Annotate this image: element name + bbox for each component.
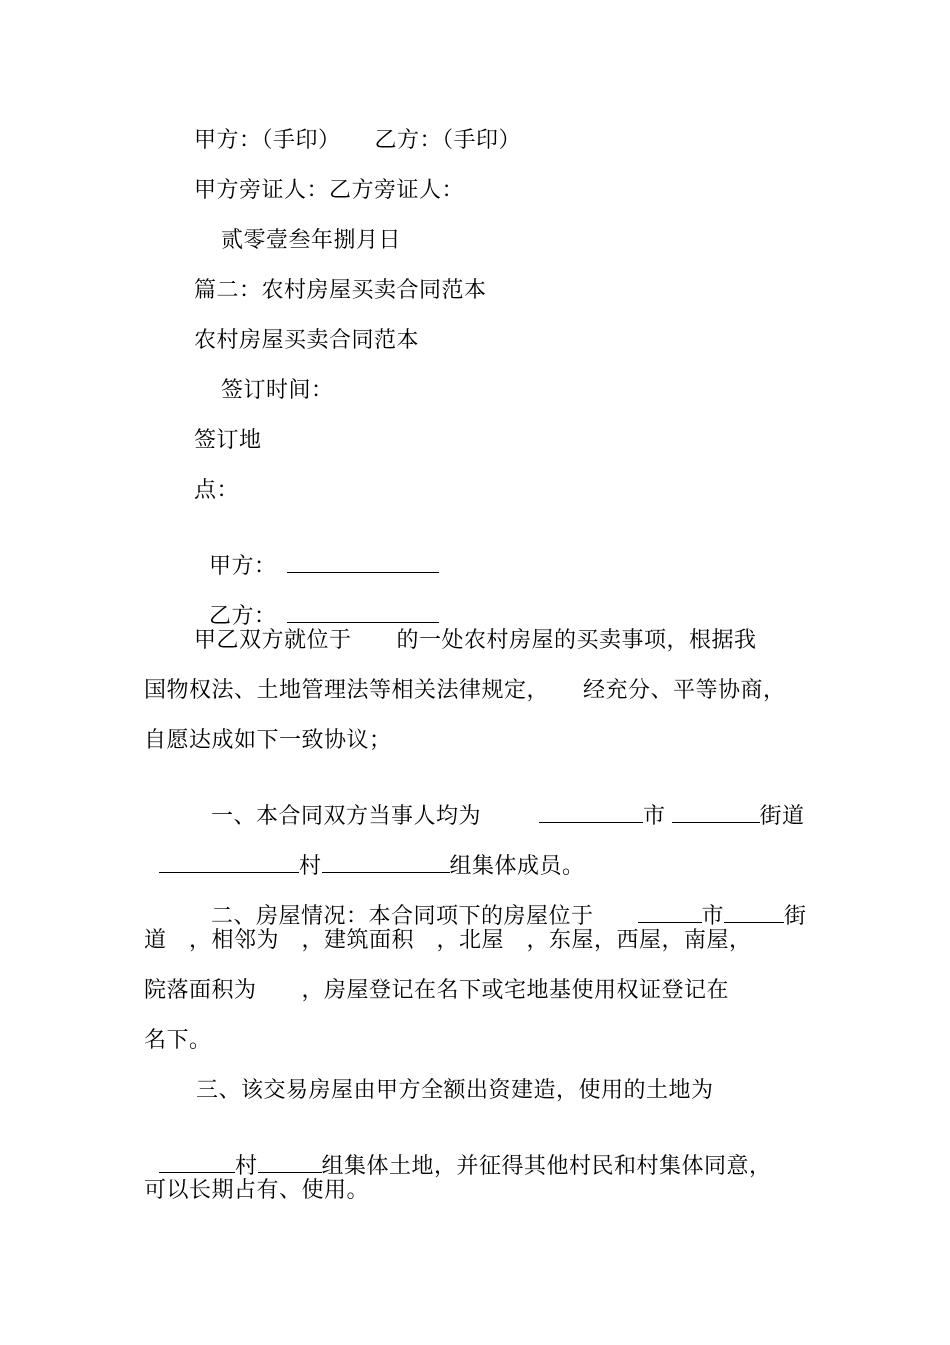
clause-3-village-blank [159,1154,235,1173]
clause-2-city-blank [638,904,702,923]
preamble-line-1: 甲乙双方就位于 的一处农村房屋的买卖事项，根据我 [194,628,757,653]
preamble-line-3: 自愿达成如下一致协议； [144,728,392,753]
clause-2-street-blank [724,904,784,923]
clause-2-line-2: 道 ，相邻为 ，建筑面积 ，北屋 ，东屋，西屋，南屋， [144,928,752,953]
clause-1-group: 组集体成员。 [449,854,585,879]
clause-2-line-4: 名下。 [144,1028,212,1053]
clause-1-text: 一、本合同双方当事人均为 [211,804,482,829]
party-b-line [194,578,439,630]
clause-2-city: 市 [701,904,725,929]
city-blank [539,804,643,823]
party-a-blank [287,554,439,573]
section-heading: 篇二：农村房屋买卖合同范本 [194,278,487,303]
clause-1-line-1 [196,778,805,830]
clause-3-line-2 [144,1128,772,1180]
party-a-label: 甲方： [209,554,277,579]
preamble-line-2: 国物权法、土地管理法等相关法律规定， 经充分、平等协商， [144,678,786,703]
party-b-label: 乙方： [209,604,277,629]
signature-line-parties: 甲方：（手印） 乙方：（手印） [194,128,522,153]
signing-time: 签订时间： [221,378,334,403]
party-a-line [194,528,439,580]
signature-line-witnesses: 甲方旁证人：乙方旁证人： [194,178,465,203]
clause-1-city: 市 [643,804,666,829]
clause-3-line-3: 可以长期占有、使用。 [144,1178,370,1203]
clause-1-line-2 [144,828,585,880]
clause-3-village: 村 [235,1154,258,1179]
date-line: 贰零壹叁年捌月日 [221,228,402,253]
clause-1-street: 街道 [759,804,805,829]
clause-2-line-3: 院落面积为 ，房屋登记在名下或宅地基使用权证登记在 [144,978,730,1003]
signing-place-label: 签订地 [194,428,262,453]
contract-title: 农村房屋买卖合同范本 [194,328,420,353]
signing-place-colon: 点： [194,478,240,503]
clause-2-text: 二、房屋情况：本合同项下的房屋位于 [211,904,594,929]
clause-2-line-1 [196,878,807,930]
group-blank [322,854,450,873]
street-blank [672,804,760,823]
clause-3-line-1: 三、该交易房屋由甲方全额出资建造，使用的土地为 [196,1078,714,1103]
village-blank [159,854,299,873]
party-b-blank [287,604,439,623]
clause-3-group-blank [258,1154,322,1173]
clause-1-village: 村 [299,854,322,879]
clause-3-group: 组集体土地，并征得其他村民和村集体同意， [321,1154,772,1179]
clause-2-street: 街 [784,904,807,929]
